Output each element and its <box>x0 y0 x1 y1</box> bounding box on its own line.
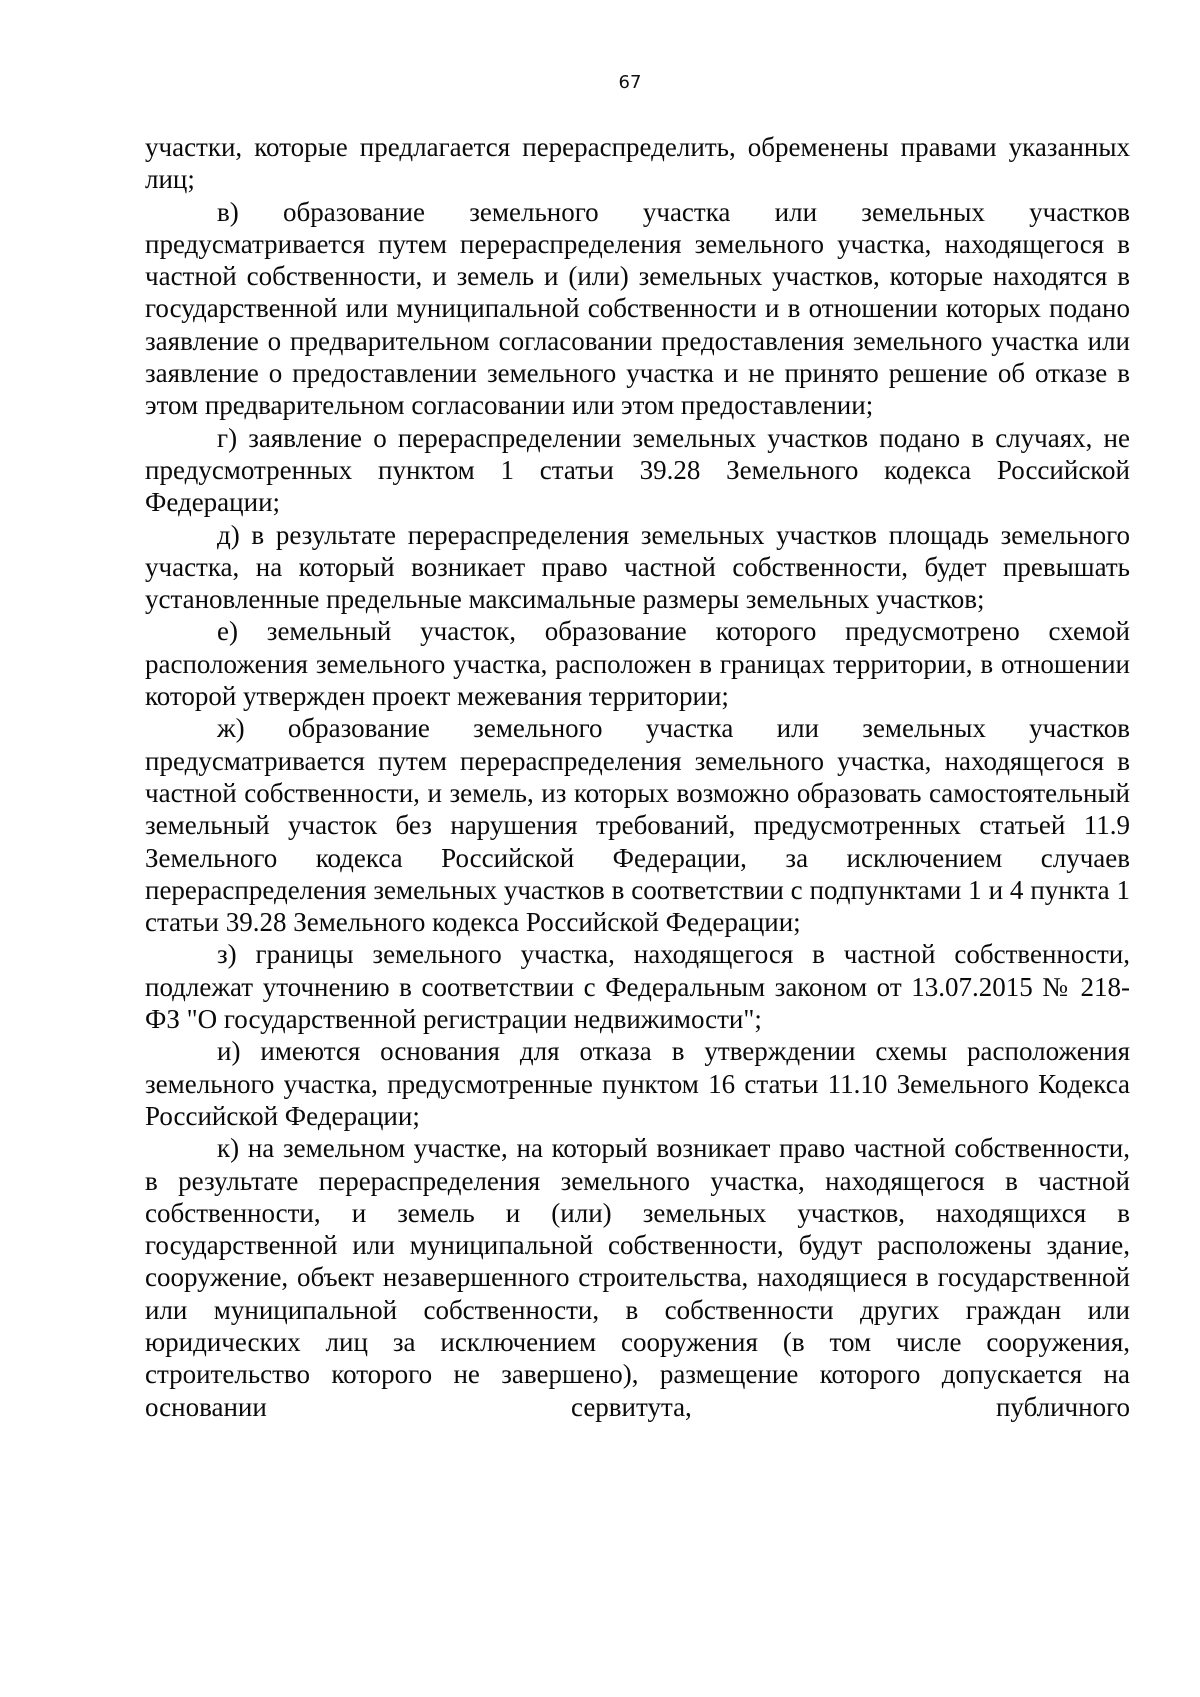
paragraph-item-i: и) имеются основания для отказа в утверждении схемы расположения земельного участка, предусмотренные пунктом 16 статьи 11.10 Земельного Кодекса Российской Федерации; <box>145 1036 1130 1131</box>
document-body <box>145 131 1130 1423</box>
paragraph-item-zh: ж) образование земельного участка или земельных участков предусматривается путем перераспределения земельного участка, находящегося в частной собственности, и земель, из которых возможно образовать самостоятельный земельный участок без нарушения требований, предусмотренных статьей 11.9 Земельного кодекса Российской Федерации, за исключением случаев перераспределения земельных участков в соответствии с подпунктами 1 и 4 пункта 1 статьи 39.28 Земельного кодекса Российской Федерации; <box>145 713 1130 938</box>
paragraph-item-z: з) границы земельного участка, находящегося в частной собственности, подлежат уточнению в соответствии с Федеральным законом от 13.07.2015 № 218-ФЗ "О государственной регистрации недвижимости"; <box>145 939 1130 1035</box>
paragraph-item-v: в) образование земельного участка или земельных участков предусматривается путем перераспределения земельного участка, находящегося в частной собственности, и земель и (или) земельных участков, которые находятся в государственной или муниципальной собственности и в отношении которых подано заявление о предварительном согласовании предоставления земельного участка или заявление о предоставлении земельного участка и не принято решение об отказе в этом предварительном согласовании или этом предоставлении; <box>145 196 1130 421</box>
paragraph-item-e: е) земельный участок, образование которого предусмотрено схемой расположения земельного участка, расположен в границах территории, в отношении которой утвержден проект межевания территории; <box>145 616 1130 712</box>
paragraph-item-d: д) в результате перераспределения земельных участков площадь земельного участка, на который возникает право частной собственности, будет превышать установленные предельные максимальные размеры земельных участков; <box>145 519 1130 615</box>
page-number: 67 <box>618 72 642 93</box>
paragraph-item-k: к) на земельном участке, на который возникает право частной собственности, в результате перераспределения земельного участка, находящегося в частной собственности, и земель и (или) земельных участков, находящихся в государственной или муниципальной собственности, будут расположены здание, сооружение, объект незавершенного строительства, находящиеся в государственной или муниципальной собственности, в собственности других граждан или юридических лиц за исключением сооружения (в том числе сооружения, строительство которого не завершено), размещение которого допускается на основании сервитута, публичного <box>145 1133 1130 1422</box>
paragraph-continuation: участки, которые предлагается перераспределить, обременены правами указанных лиц; <box>145 132 1130 195</box>
paragraph-item-g: г) заявление о перераспределении земельных участков подано в случаях, не предусмотренных пунктом 1 статьи 39.28 Земельного кодекса Российской Федерации; <box>145 422 1130 518</box>
